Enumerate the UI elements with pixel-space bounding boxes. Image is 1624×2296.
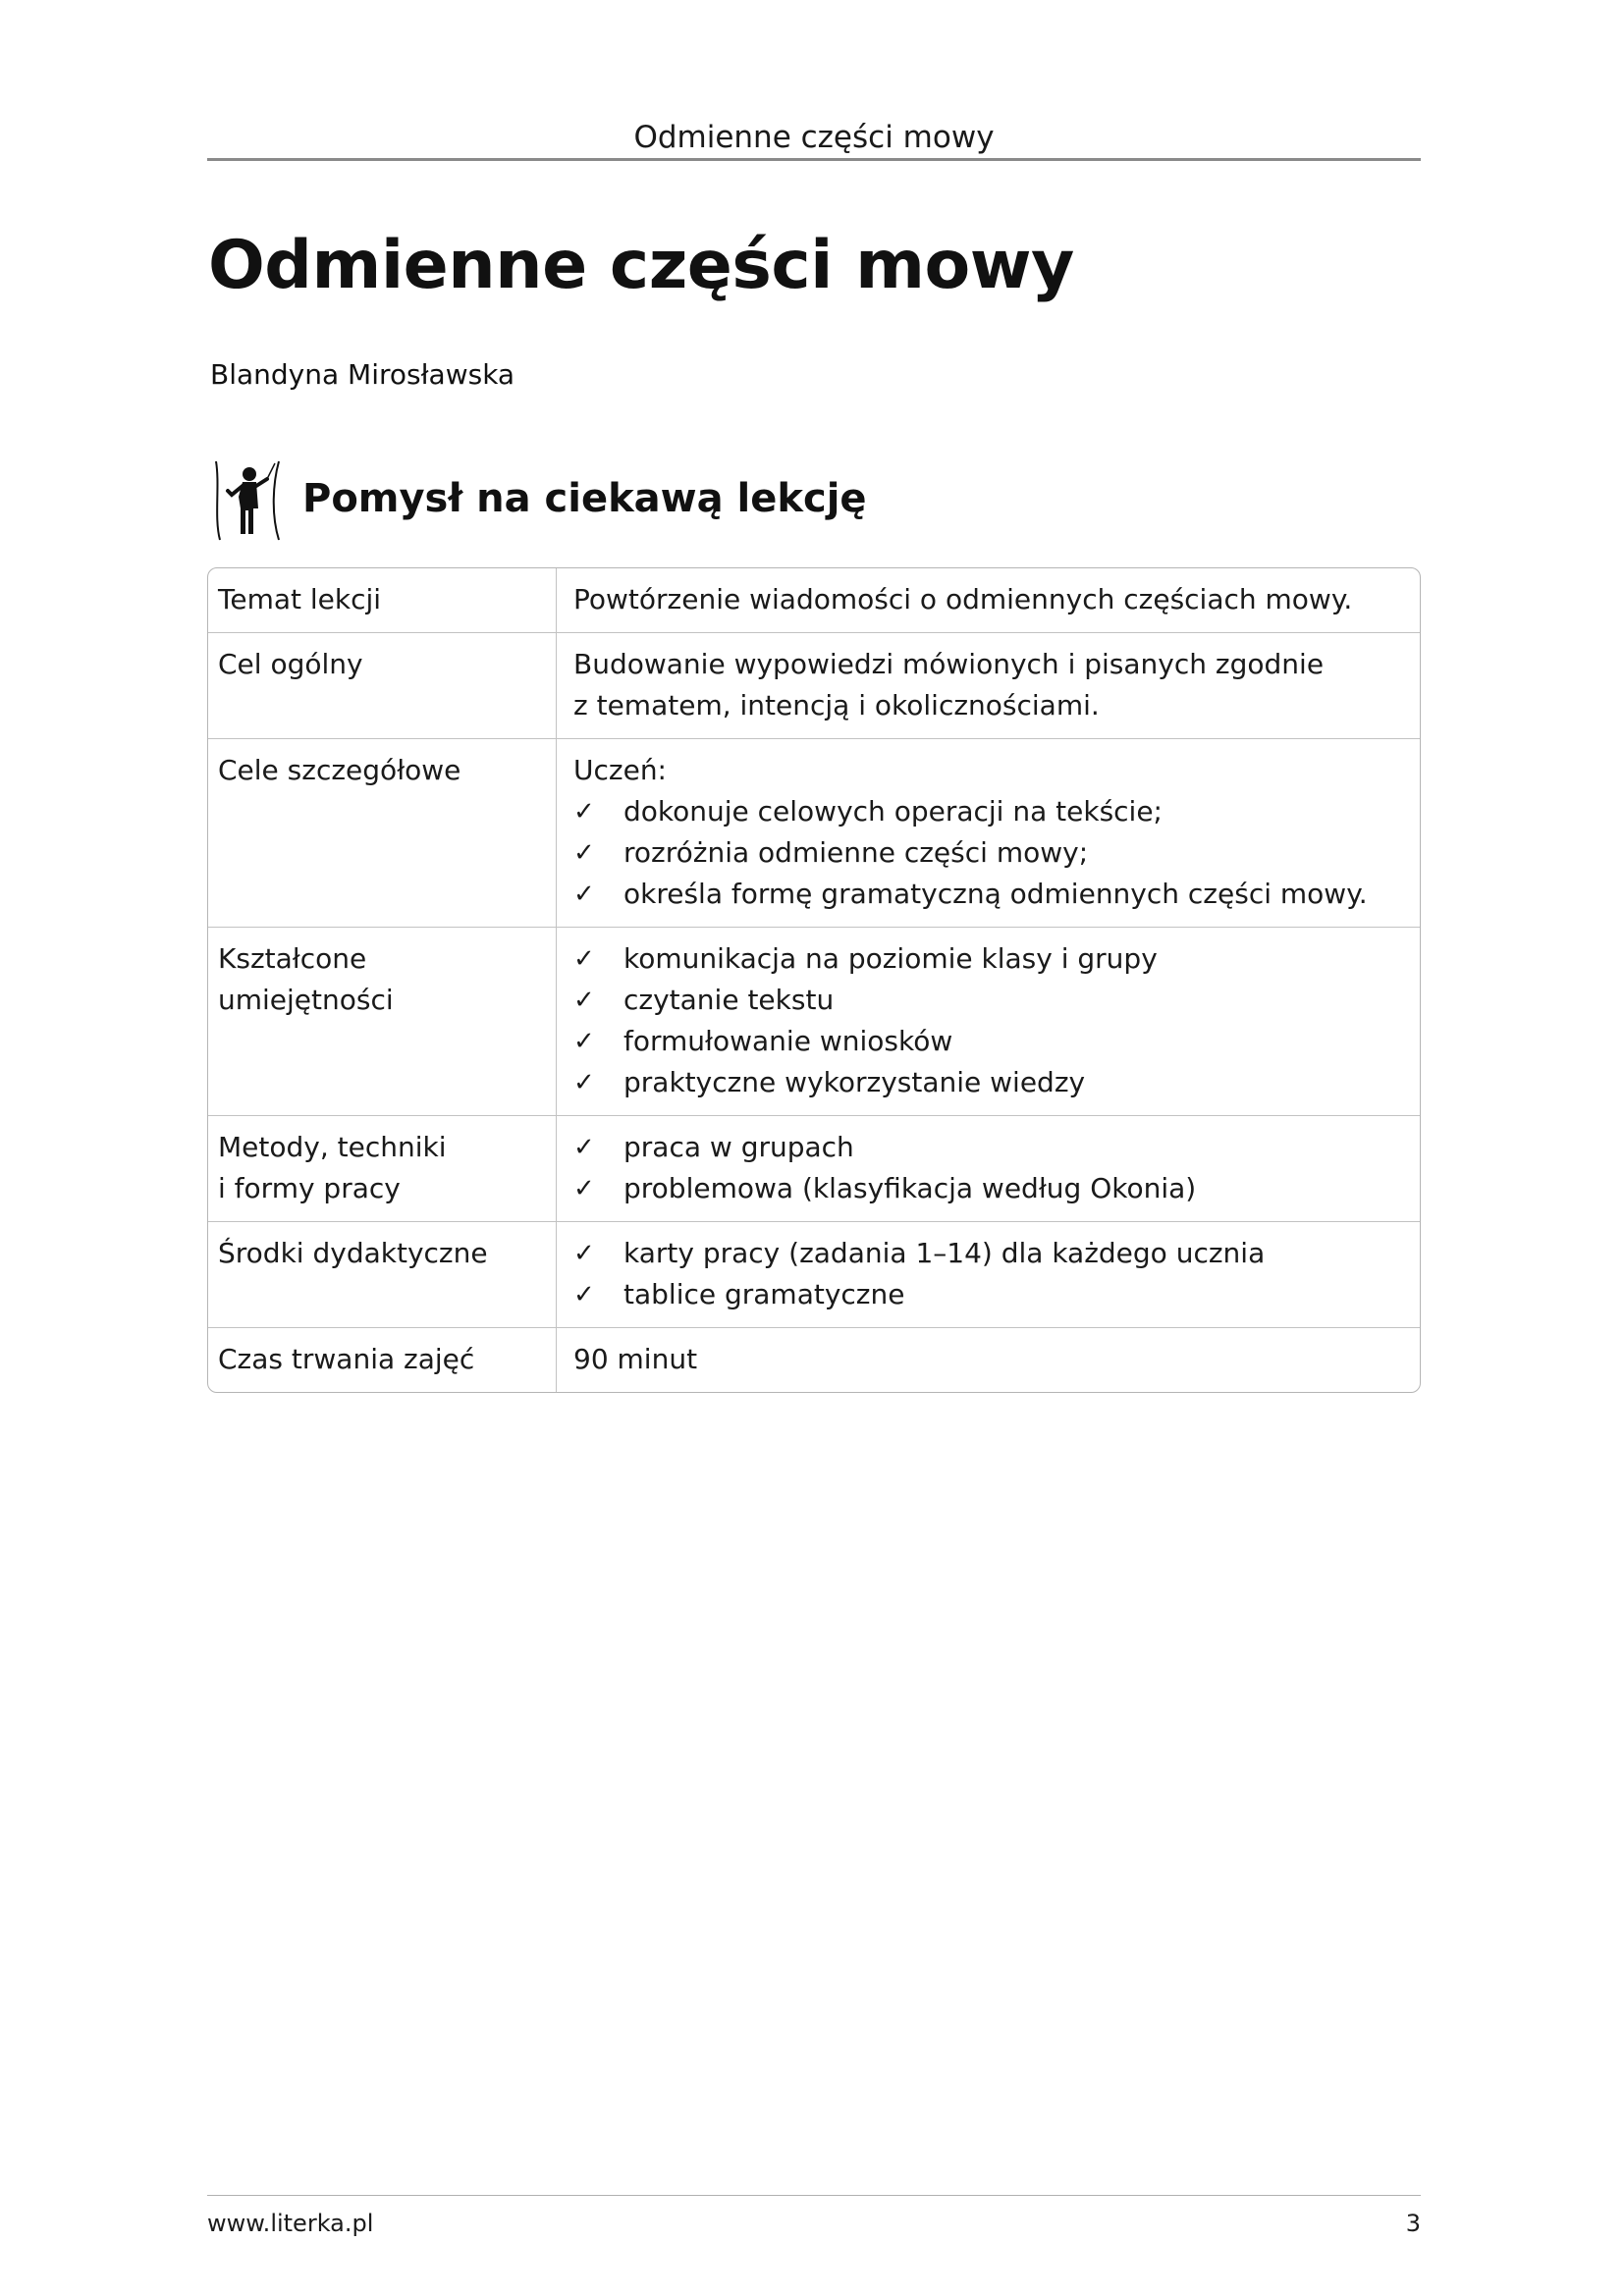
value-text: z tematem, intencją i okolicznościami. [573,689,1100,721]
checklist-item-text: określa formę gramatyczną odmiennych części mowy. [623,878,1368,910]
checkmark-icon: ✓ [573,1027,595,1056]
row-value [557,1222,1420,1327]
footer-divider [207,2195,1421,2196]
checklist-item [573,938,1410,980]
checklist-item-text: problemowa (klasyfikacja według Okonia) [623,1172,1197,1204]
checkmark-icon: ✓ [573,1239,595,1268]
value-text: Uczeń: [573,754,667,786]
checkmark-icon: ✓ [573,797,595,827]
row-label: Cel ogólny [208,633,557,738]
footer-url: www.literka.pl [207,2210,374,2237]
checkmark-icon: ✓ [573,944,595,974]
row-label: Temat lekcji [208,568,557,632]
page-title: Odmienne części mowy [208,227,1074,304]
table-row [208,1221,1420,1327]
checklist-item [573,980,1410,1021]
page-number: 3 [1405,2210,1421,2237]
checklist-item-text: rozróżnia odmienne części mowy; [623,836,1089,869]
table-row [208,632,1420,738]
checklist-item-text: czytanie tekstu [623,984,835,1016]
checklist-item-text: karty pracy (zadania 1–14) dla każdego ucznia [623,1237,1266,1269]
checklist-item [573,832,1410,874]
checkmark-icon: ✓ [573,1174,595,1203]
table-row [208,927,1420,1115]
checkmark-icon: ✓ [573,880,595,909]
checklist-item [573,1062,1410,1103]
table-row [208,568,1420,632]
checklist-item [573,1274,1410,1315]
stick-figure-with-pointer-icon [210,457,285,542]
row-label: Cele szczegółowe [208,739,557,927]
checklist-item [573,1021,1410,1062]
table-row [208,1115,1420,1221]
row-value [557,1116,1420,1221]
checklist-item-text: tablice gramatyczne [623,1278,905,1310]
checkmark-icon: ✓ [573,1068,595,1097]
row-label: Czas trwania zajęć [208,1328,557,1392]
checkmark-icon: ✓ [573,1280,595,1309]
row-value [557,1328,1420,1392]
checklist-item-text: praca w grupach [623,1131,854,1163]
row-value [557,633,1420,738]
checklist-item-text: dokonuje celowych operacji na tekście; [623,795,1163,828]
checklist-item-text: praktyczne wykorzystanie wiedzy [623,1066,1086,1098]
checkmark-icon: ✓ [573,1133,595,1162]
checklist-item-text: formułowanie wniosków [623,1025,953,1057]
section-heading: Pomysł na ciekawą lekcję [302,476,867,521]
row-label: Kształcone umiejętności [208,928,557,1115]
row-label-line: i formy pracy [218,1172,401,1204]
checklist-item [573,874,1410,915]
checklist-item-text: komunikacja na poziomie klasy i grupy [623,942,1158,975]
row-value [557,568,1420,632]
running-header: Odmienne części mowy [633,120,995,155]
checklist-item [573,791,1410,832]
row-value [557,739,1420,927]
table-row [208,738,1420,927]
author-name: Blandyna Mirosławska [210,358,515,391]
row-value [557,928,1420,1115]
row-label: Środki dydaktyczne [208,1222,557,1327]
checkmark-icon: ✓ [573,838,595,868]
lesson-plan-table [207,567,1421,1393]
row-label [208,1116,557,1221]
table-row [208,1327,1420,1392]
row-label-line: Metody, techniki [218,1131,447,1163]
header-divider [207,158,1421,161]
value-text: 90 minut [573,1343,698,1375]
checklist-item [573,1233,1410,1274]
value-text: Budowanie wypowiedzi mówionych i pisanych zgodnie [573,648,1325,680]
checklist-item [573,1127,1410,1168]
value-text: Powtórzenie wiadomości o odmiennych częściach mowy. [573,583,1353,615]
checklist-item [573,1168,1410,1209]
checkmark-icon: ✓ [573,986,595,1015]
